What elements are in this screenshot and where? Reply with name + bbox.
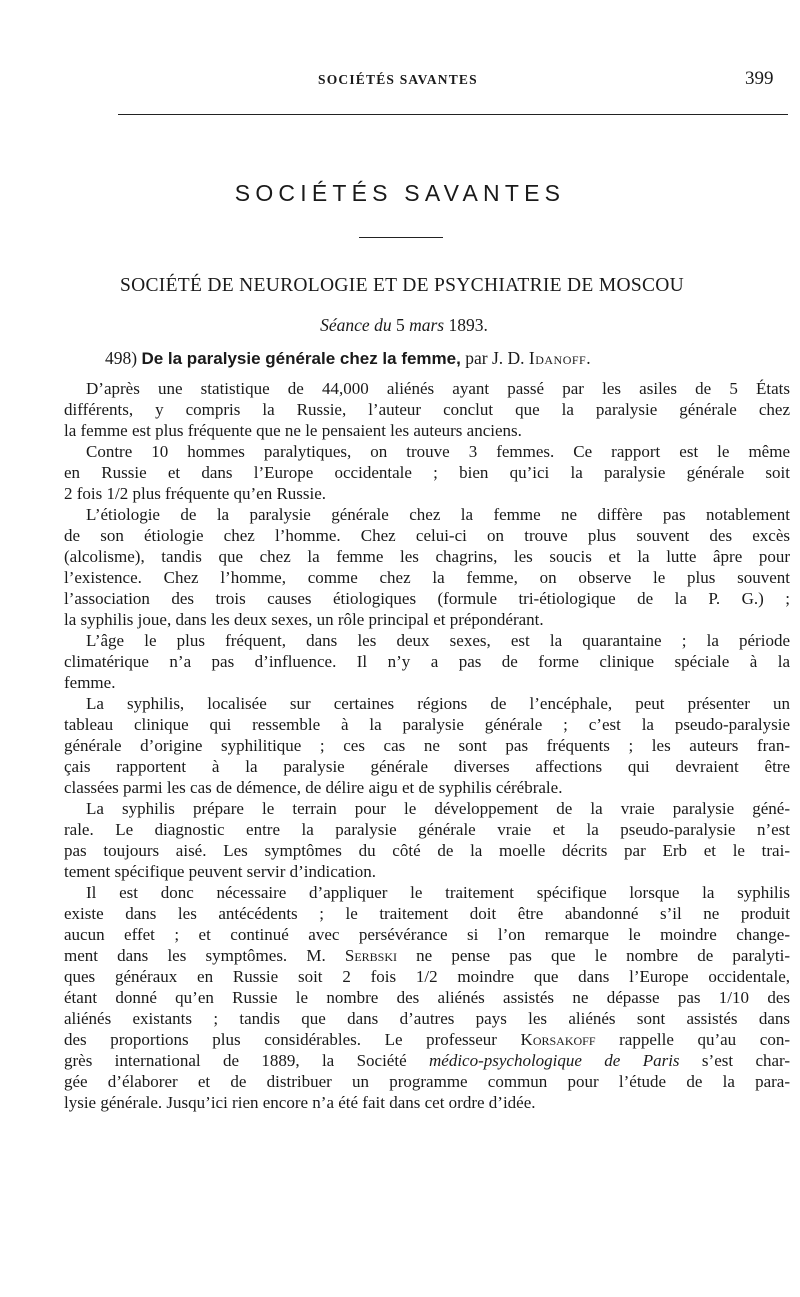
text-line: classées parmi les cas de démence, de délire aigu et de syphilis cérébrale. xyxy=(64,778,563,797)
running-head xyxy=(0,68,800,96)
text-line: différents, y compris la Russie, l’auteur conclut que la paralysie générale chez xyxy=(64,400,790,419)
text-line: L’étiologie de la paralysie générale chez la femme ne diffère pas notablement xyxy=(86,505,790,524)
session-month: mars xyxy=(409,315,445,335)
page-number: 399 xyxy=(745,68,774,89)
text-line: La syphilis, localisée sur certaines régions de l’encéphale, peut présenter un xyxy=(86,694,790,713)
article-by: par J. D. xyxy=(465,348,525,368)
article-body xyxy=(64,378,790,1113)
person-name-korsakoff: Korsakoff xyxy=(520,1030,596,1049)
text-line: (alcolisme), tandis que chez la femme les chagrins, les soucis et la lutte âpre pour xyxy=(64,547,790,566)
person-name-serbski: Serbski xyxy=(344,946,397,965)
article-number: 498) xyxy=(105,348,138,368)
text-fragment: rappelle qu’au con- xyxy=(619,1030,790,1049)
text-line: La syphilis prépare le terrain pour le développement de la vraie paralysie géné- xyxy=(86,799,790,818)
running-title: SOCIÉTÉS SAVANTES xyxy=(318,72,478,87)
text-line: D’après une statistique de 44,000 aliénés ayant passé par les asiles de 5 États xyxy=(86,379,790,398)
text-line: L’âge le plus fréquent, dans les deux sexes, est la quarantaine ; la période xyxy=(86,631,790,650)
article-heading xyxy=(105,348,800,369)
article-title: De la paralysie générale chez la femme, xyxy=(141,349,461,368)
session-year: 1893. xyxy=(448,315,488,335)
text-fragment: grès international de 1889, la Société xyxy=(64,1051,407,1070)
text-line: existe dans les antécédents ; le traitement doit être abandonné s’il ne produit xyxy=(64,904,790,923)
text-line xyxy=(64,1029,790,1050)
text-line: çais rapportent à la paralysie générale diverses affections qui devraient être xyxy=(64,757,790,776)
text-line: la femme est plus fréquente que ne le pensaient les auteurs anciens. xyxy=(64,421,522,440)
text-line: étant donné qu’en Russie le nombre des aliénés assistés ne dépasse pas 1/10 des xyxy=(64,988,790,1007)
text-line: en Russie et dans l’Europe occidentale ; bien qu’ici la paralysie générale soit xyxy=(64,463,790,482)
text-line: pas toujours aisé. Les symptômes du côté de la moelle décrits par Erb et le trai- xyxy=(64,841,790,860)
text-line: générale d’origine syphilitique ; ces cas ne sont pas fréquents ; les auteurs fran- xyxy=(64,736,790,755)
text-fragment: ment dans les symptômes. M. xyxy=(64,946,326,965)
text-line xyxy=(64,945,790,966)
text-fragment: des proportions plus considérables. Le professeur xyxy=(64,1030,497,1049)
session-day: 5 xyxy=(395,315,405,335)
text-line: gée d’élaborer et de distribuer un programme commun pour l’étude de la para- xyxy=(64,1072,790,1091)
text-line: lysie générale. Jusqu’ici rien encore n’a été fait dans cet ordre d’idée. xyxy=(64,1093,536,1112)
text-line: 2 fois 1/2 plus fréquente qu’en Russie. xyxy=(64,484,327,503)
text-line: l’association des trois causes étiologiques (formule tri-étiologique de la P. G.) ; xyxy=(64,589,790,608)
text-fragment: ne pense pas que le nombre de paralyti- xyxy=(416,946,790,965)
article-author: Idanoff. xyxy=(528,348,592,368)
text-line: rale. Le diagnostic entre la paralysie générale vraie et la pseudo-paralysie n’est xyxy=(64,820,790,839)
session-date xyxy=(0,315,800,336)
text-line: ques généraux en Russie soit 2 fois 1/2 moindre que dans l’Europe occidentale, xyxy=(64,967,790,986)
text-line: tement spécifique peuvent servir d’indication. xyxy=(64,862,377,881)
text-line: aucun effet ; et continué avec persévérance si l’on remarque le moindre change- xyxy=(64,925,790,944)
title-divider xyxy=(359,237,443,238)
text-line: femme. xyxy=(64,673,116,692)
session-label: Séance du xyxy=(320,315,392,335)
text-line: de son étiologie chez l’homme. Chez celui-ci on trouve plus souvent des excès xyxy=(64,526,790,545)
text-line: aliénés existants ; tandis que dans d’autres pays les aliénés sont assistés dans xyxy=(64,1009,790,1028)
header-divider xyxy=(118,114,788,115)
society-name-italic: médico-psychologique de Paris xyxy=(429,1051,680,1070)
text-line: Il est donc nécessaire d’appliquer le traitement spécifique lorsque la syphilis xyxy=(86,883,790,902)
text-line: l’existence. Chez l’homme, comme chez la femme, on observe le plus souvent xyxy=(64,568,790,587)
text-line xyxy=(64,1050,790,1071)
text-line: la syphilis joue, dans les deux sexes, un rôle principal et prépondérant. xyxy=(64,610,544,629)
text-line: Contre 10 hommes paralytiques, on trouve 3 femmes. Ce rapport est le même xyxy=(86,442,790,461)
society-heading: SOCIÉTÉ DE NEUROLOGIE ET DE PSYCHIATRIE DE MOSCOU xyxy=(119,275,685,296)
text-line: climatérique n’a pas d’influence. Il n’y a pas de forme clinique spéciale à la xyxy=(64,652,790,671)
section-title: SOCIÉTÉS SAVANTES xyxy=(234,180,566,206)
text-line: tableau clinique qui ressemble à la paralysie générale ; c’est la pseudo-paralysie xyxy=(64,715,790,734)
text-fragment: s’est char- xyxy=(701,1051,791,1070)
